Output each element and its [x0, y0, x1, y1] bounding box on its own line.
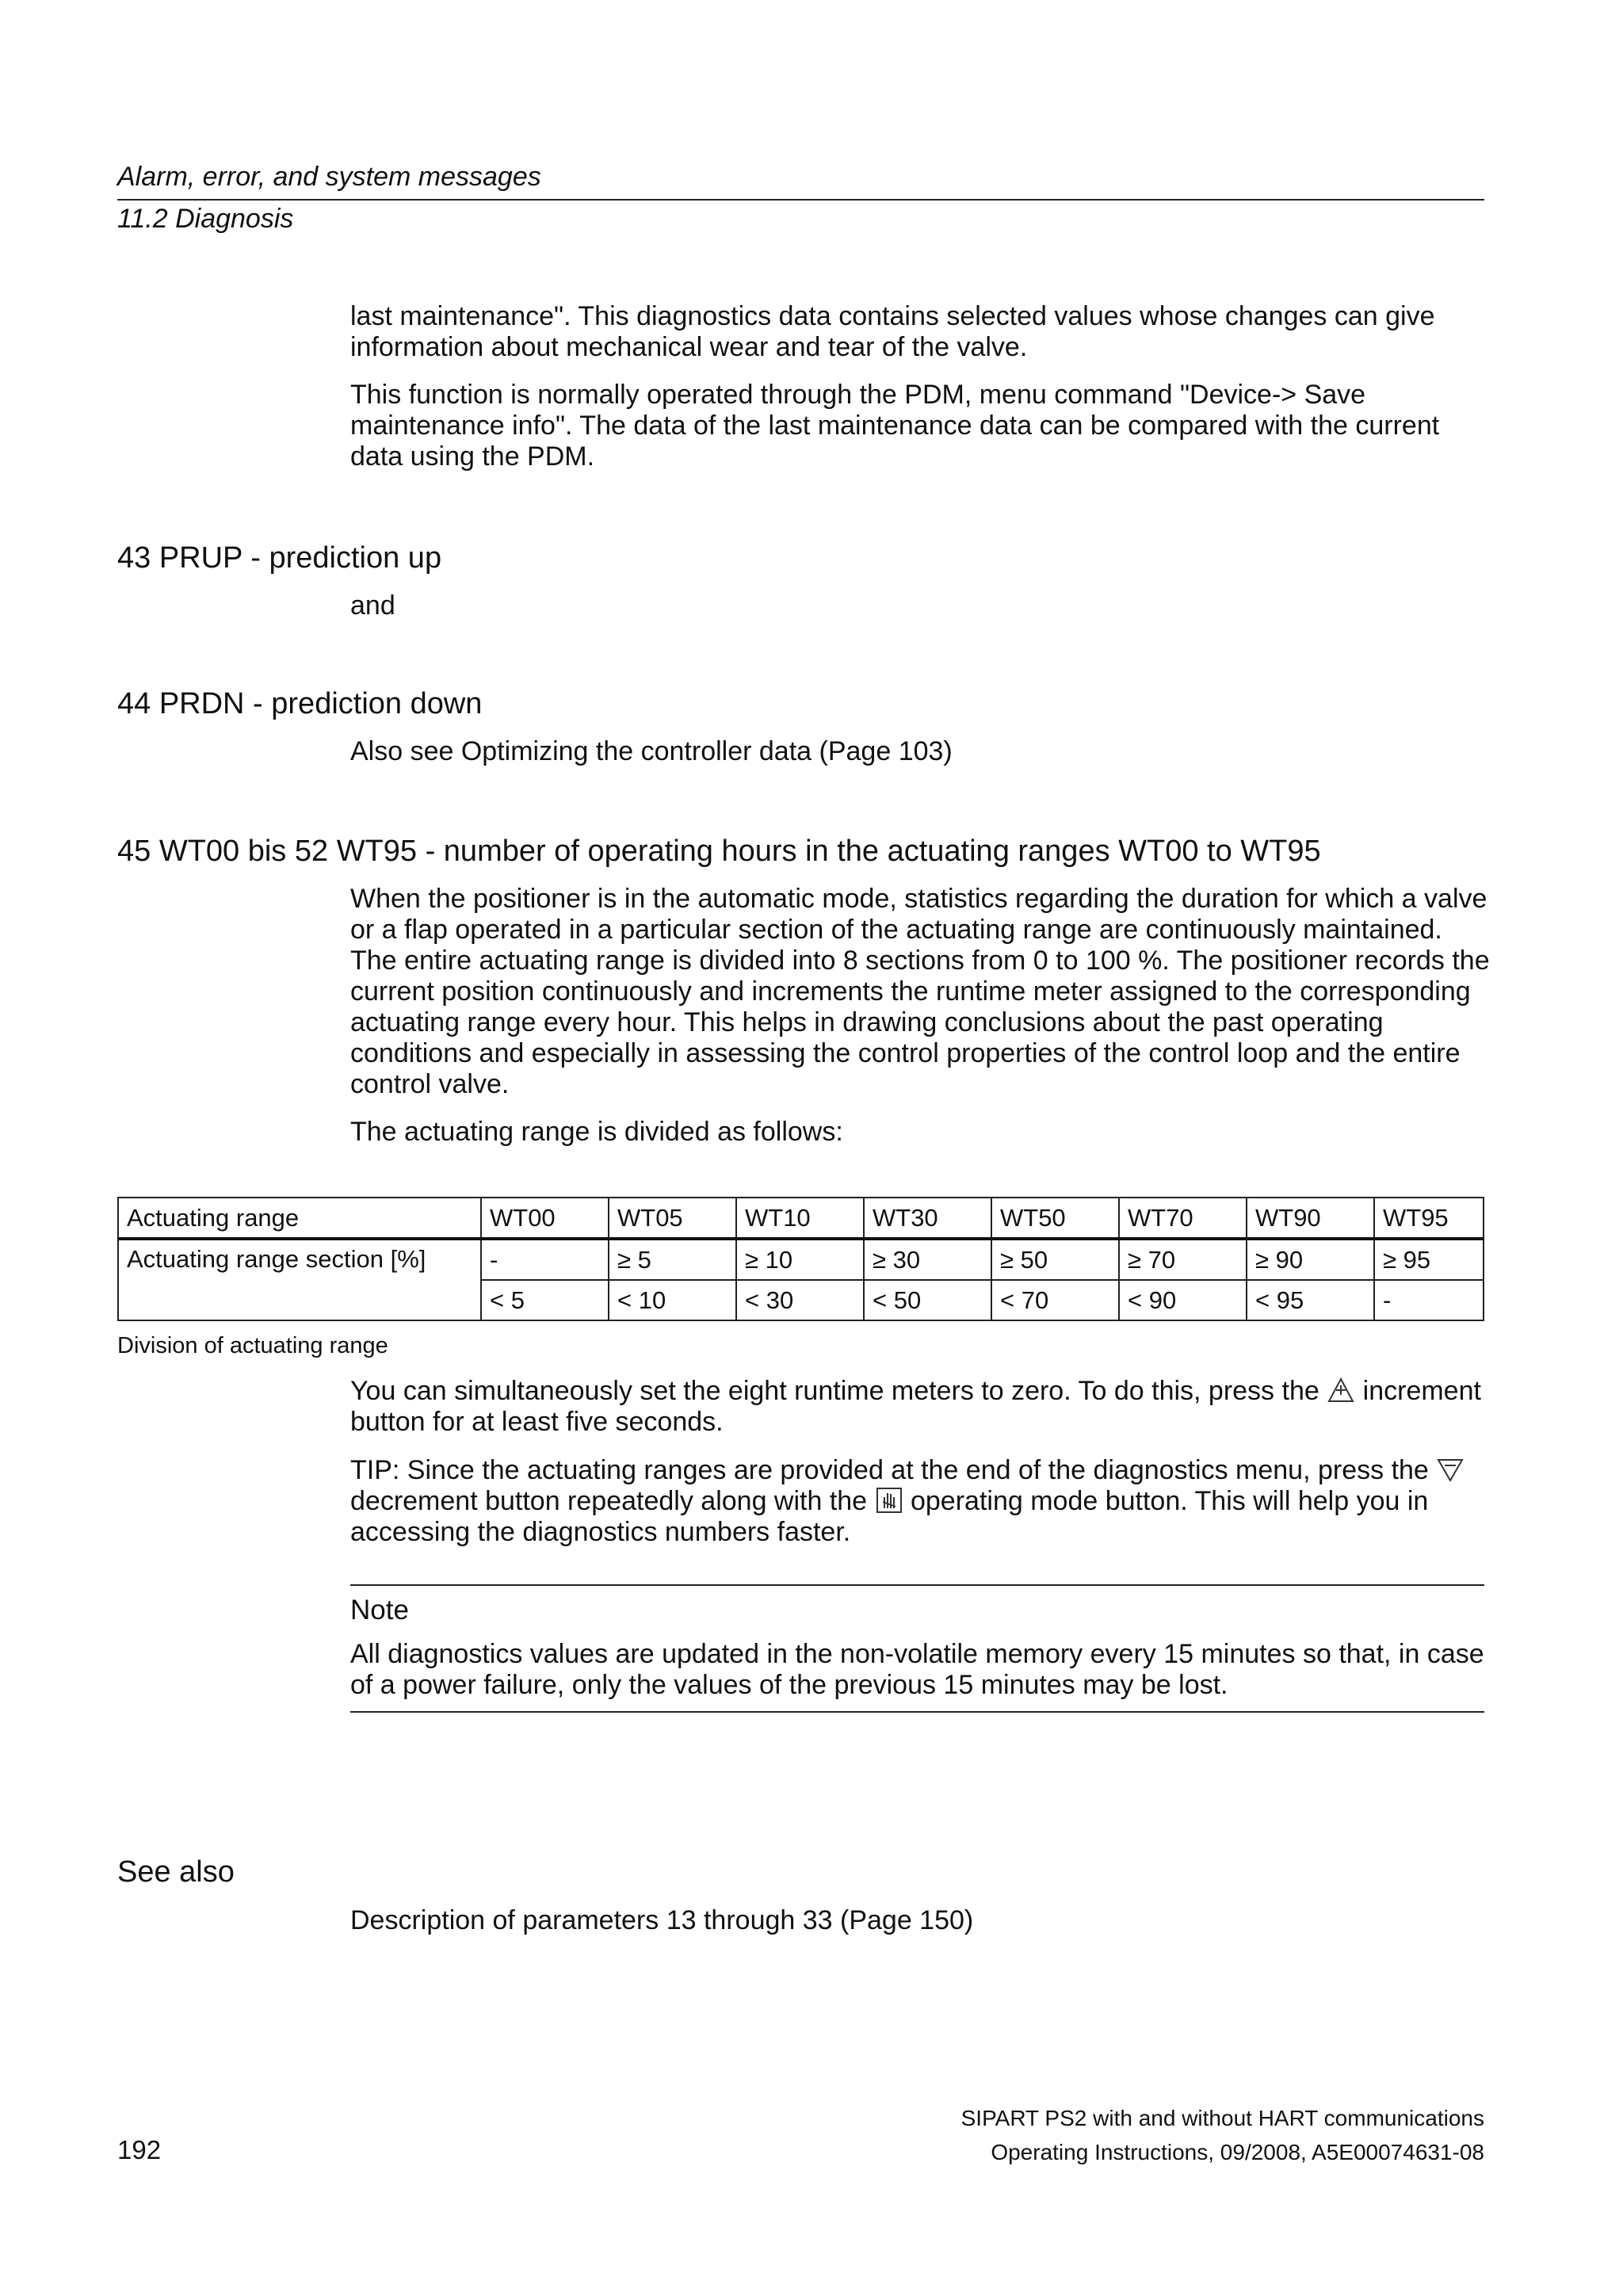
sec44-cross-reference-link[interactable]: Also see Optimizing the controller data (Page 103): [350, 736, 953, 766]
running-header-chapter: Alarm, error, and system messages: [117, 162, 541, 192]
table-header-cell: Actuating range: [118, 1198, 481, 1239]
sec43-text: and: [350, 590, 395, 621]
table-cell: ≥ 30: [864, 1239, 991, 1280]
heading-43-prup: 43 PRUP - prediction up: [117, 541, 442, 575]
table-cell: ≥ 95: [1374, 1239, 1484, 1280]
tip-text-3: operating mode button. This will help you in accessing the diagnostics numbers faster.: [350, 1486, 1429, 1547]
see-also-link[interactable]: Description of parameters 13 through 33 (Page 150): [350, 1905, 974, 1935]
footer-page-number: 192: [117, 2135, 162, 2164]
table-cell: ≥ 10: [736, 1239, 864, 1280]
table-cell: ≥ 70: [1119, 1239, 1247, 1280]
table-caption: Division of actuating range: [117, 1333, 388, 1358]
table-cell: ≥ 5: [609, 1239, 736, 1280]
intro-paragraph-1: last maintenance". This diagnostics data contains selected values whose changes can give information about mechanical wear and tear of the valve.: [350, 301, 1435, 362]
table-header-cell: WT30: [864, 1198, 991, 1239]
table-cell: < 30: [736, 1280, 864, 1320]
table-cell: < 95: [1247, 1280, 1374, 1320]
reset-text-1: You can simultaneously set the eight runtime meters to zero. To do this, press the: [350, 1376, 1327, 1406]
table-cell: < 90: [1119, 1280, 1247, 1320]
sec45-body: [350, 884, 1491, 1148]
table-cell: ≥ 50: [991, 1239, 1119, 1280]
tip-label: TIP:: [350, 1455, 400, 1485]
note-top-rule: [350, 1584, 1484, 1586]
table-header-cell: WT95: [1374, 1198, 1484, 1239]
footer-product: SIPART PS2 with and without HART communications: [960, 2106, 1484, 2130]
table-cell: < 70: [991, 1280, 1119, 1320]
table-row: [118, 1239, 1484, 1280]
heading-44-prdn: 44 PRDN - prediction down: [117, 687, 483, 720]
heading-45-wt00-wt95: 45 WT00 bis 52 WT95 - number of operating hours in the actuating ranges WT00 to WT95: [117, 835, 1321, 868]
note-title: Note: [350, 1595, 409, 1626]
table-cell: < 5: [481, 1280, 609, 1320]
see-also-heading: See also: [117, 1855, 235, 1889]
table-header-cell: WT05: [609, 1198, 736, 1239]
table-header-cell: WT10: [736, 1198, 864, 1239]
reset-text-2: increment button for at least five seconds.: [350, 1376, 1481, 1437]
table-header-cell: WT50: [991, 1198, 1119, 1239]
actuating-range-table: [117, 1197, 1484, 1321]
table-header-cell: WT70: [1119, 1198, 1247, 1239]
header-rule: [117, 199, 1484, 201]
table-cell: -: [1374, 1280, 1484, 1320]
tip-text-2: decrement button repeatedly along with the: [350, 1486, 875, 1516]
increment-triangle-icon: [1327, 1376, 1355, 1404]
sec45-paragraph-1: When the positioner is in the automatic mode, statistics regarding the duration for which a valve or a flap operated in a particular section of the actuating range are continuously maintained. The entire actuating range is divided into 8 sections from 0 to 100 %. The positioner records the current position continuously and increments the runtime meter assigned to the corresponding actuating range every hour. This helps in drawing conclusions about the past operating conditions and especially in assessing the control properties of the control loop and the entire control valve.: [350, 884, 1490, 1099]
intro-paragraph-2: This function is normally operated through the PDM, menu command "Device-> Save maintenance info". The data of the last maintenance data can be compared with the current data using the PDM.: [350, 380, 1440, 472]
table-header-cell: WT90: [1247, 1198, 1374, 1239]
note-bottom-rule: [350, 1711, 1484, 1713]
hand-mode-icon: [875, 1486, 903, 1515]
table-cell: < 50: [864, 1280, 991, 1320]
intro-block: [350, 301, 1491, 472]
table-cell: -: [481, 1239, 609, 1280]
running-header-section: 11.2 Diagnosis: [117, 204, 294, 234]
reset-paragraph: [350, 1376, 1491, 1438]
footer-doc-id: Operating Instructions, 09/2008, A5E00074631-08: [991, 2140, 1484, 2164]
table-header-row: [118, 1198, 1484, 1239]
table-cell: ≥ 90: [1247, 1239, 1374, 1280]
table-row-label: Actuating range section [%]: [118, 1239, 481, 1320]
table-header-cell: WT00: [481, 1198, 609, 1239]
decrement-triangle-icon: [1436, 1455, 1465, 1484]
table-cell: < 10: [609, 1280, 736, 1320]
tip-paragraph: [350, 1455, 1491, 1548]
sec45-paragraph-2: The actuating range is divided as follows:: [350, 1117, 843, 1147]
note-text: All diagnostics values are updated in the non-volatile memory every 15 minutes so that, in case of a power failure, only the values of the previous 15 minutes may be lost.: [350, 1639, 1484, 1700]
tip-text-1: Since the actuating ranges are provided at the end of the diagnostics menu, press the: [399, 1455, 1437, 1485]
